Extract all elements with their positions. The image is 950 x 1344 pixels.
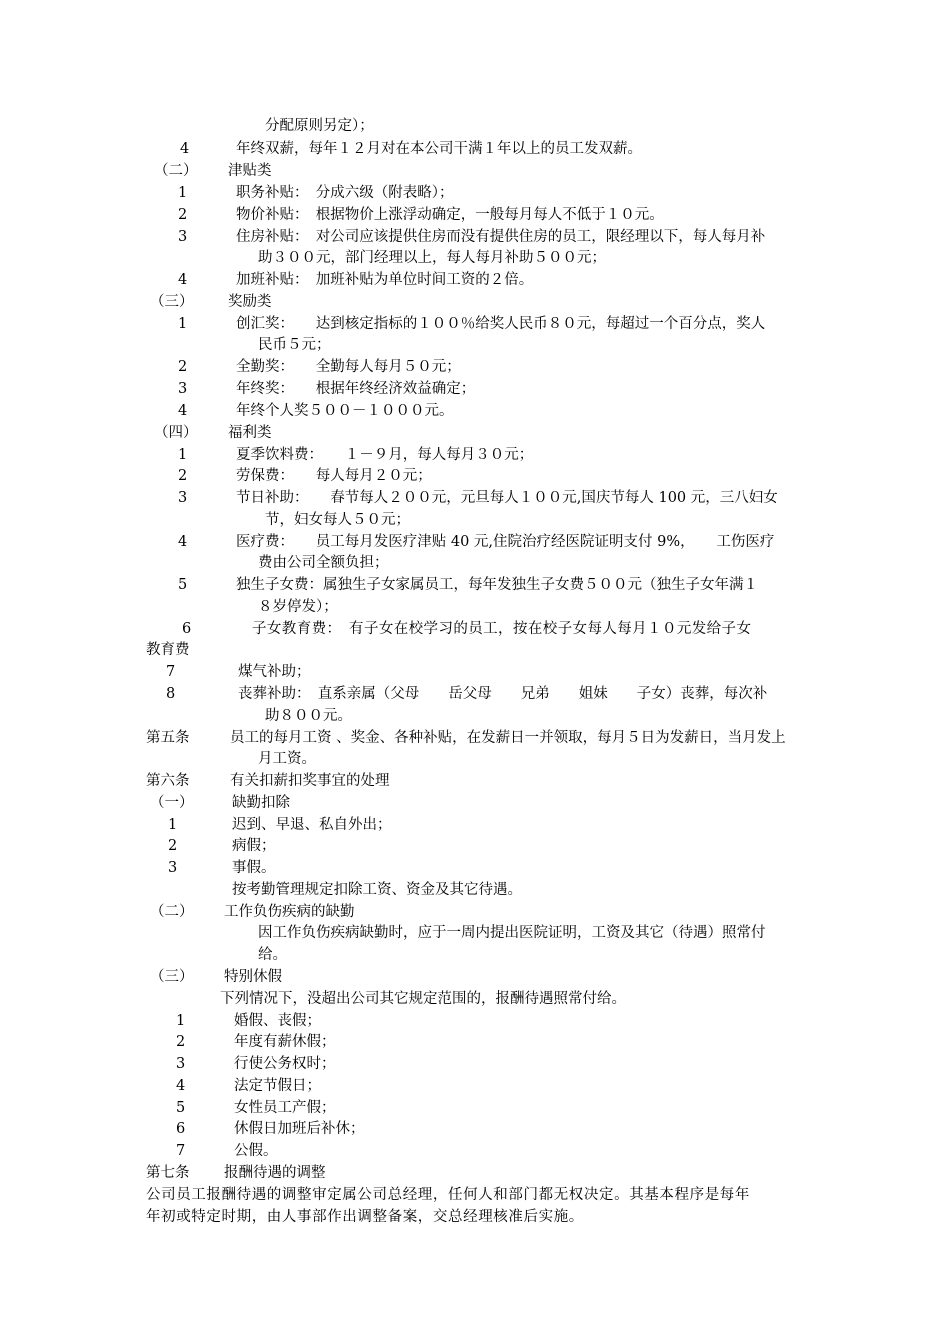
line-text: 助８００元。 (265, 708, 352, 724)
line-text: 休假日加班后补休； (234, 1121, 365, 1137)
line-text: 民币５元； (258, 337, 331, 353)
line-text: 加班补贴： 加班补贴为单位时间工资的２倍。 (236, 272, 534, 288)
line-text: 员工的每月工资 、奖金、各种补贴，在发薪日一并领取，每月５日为发薪日，当月发上 (230, 730, 786, 746)
line-text: 婚假、丧假； (234, 1013, 321, 1029)
section-title: 津贴类 (228, 163, 272, 179)
line-text: 分配原则另定）； (265, 118, 374, 134)
section-title: 工作负伤疾病的缺勤 (224, 904, 355, 920)
line-text: 年初或特定时期，由人事部作出调整备案，交总经理核准后实施。 (146, 1209, 584, 1225)
line-text: 年度有薪休假； (234, 1034, 336, 1050)
line-text: 行使公务权时； (234, 1056, 336, 1072)
item-number: 4 (178, 272, 188, 288)
item-number: 3 (176, 1056, 186, 1072)
section-number: （三） (150, 969, 194, 985)
item-number: 3 (178, 381, 188, 397)
section-title: 福利类 (228, 425, 272, 441)
line-text: 子女教育费： 有子女在校学习的员工，按在校子女每人每月１０元发给子女 (252, 621, 752, 637)
item-number: 4 (176, 1078, 186, 1094)
line-text: 煤气补助； (238, 664, 311, 680)
section-number: （二） (154, 163, 198, 179)
line-text: 女性员工产假； (234, 1100, 336, 1116)
item-number: 6 (176, 1121, 186, 1137)
item-number: 1 (168, 817, 178, 833)
item-number: 4 (180, 141, 190, 157)
item-number: 1 (178, 447, 188, 463)
item-number: 6 (182, 621, 192, 637)
section-number: （一） (150, 795, 194, 811)
line-text: 病假； (232, 838, 276, 854)
line-text: 职务补贴： 分成六级（附表略）； (236, 185, 454, 201)
item-number: 5 (178, 577, 188, 593)
item-number: 2 (176, 1034, 186, 1050)
article-number: 第七条 (146, 1165, 190, 1181)
section-number: （四） (154, 425, 198, 441)
line-text: 独生子女费：属独生子女家属员工，每年发独生子女费５００元（独生子女年满１ (236, 577, 758, 593)
item-number: 4 (178, 403, 188, 419)
section-title: 缺勤扣除 (232, 795, 290, 811)
line-text: 月工资。 (258, 751, 316, 767)
line-text: 节日补助： 春节每人２００元，元旦每人１００元,国庆节每人 100 元，三八妇女 (236, 490, 778, 506)
section-number: （三） (150, 294, 194, 310)
line-text: 全勤奖： 全勤每人每月５０元； (236, 359, 461, 375)
line-text: 教育费 (146, 642, 190, 658)
section-number: （二） (150, 904, 194, 920)
line-text: 医疗费： 员工每月发医疗津贴 40 元,住院治疗经医院证明支付 9%， 工伤医疗 (236, 534, 775, 550)
line-text: 费由公司全额负担； (258, 555, 389, 571)
item-number: 8 (166, 686, 176, 702)
line-text: 给。 (258, 947, 287, 963)
item-number: 3 (168, 860, 178, 876)
line-text: 年终个人奖５００－１０００元。 (236, 403, 454, 419)
line-text: 公司员工报酬待遇的调整审定属公司总经理，任何人和部门都无权决定。其基本程序是每年 (146, 1187, 750, 1203)
article-number: 第六条 (146, 773, 190, 789)
item-number: 5 (176, 1100, 186, 1116)
line-text: 年终奖： 根据年终经济效益确定； (236, 381, 476, 397)
article-title: 有关扣薪扣奖事宜的处理 (230, 773, 390, 789)
line-text: 创汇奖： 达到核定指标的１００％给奖人民币８０元，每超过一个百分点，奖人 (236, 316, 766, 332)
line-text: 夏季饮料费： １－９月，每人每月３０元； (236, 447, 534, 463)
article-title: 报酬待遇的调整 (224, 1165, 326, 1181)
line-text: 按考勤管理规定扣除工资、资金及其它待遇。 (232, 882, 522, 898)
item-number: 1 (176, 1013, 186, 1029)
line-text: 下列情况下，没超出公司其它规定范围的，报酬待遇照常付给。 (220, 991, 626, 1007)
item-number: 7 (166, 664, 176, 680)
line-text: 公假。 (234, 1143, 278, 1159)
line-text: 迟到、早退、私自外出； (232, 817, 392, 833)
line-text: 事假。 (232, 860, 276, 876)
item-number: 7 (176, 1143, 186, 1159)
item-number: 3 (178, 490, 188, 506)
line-text: 年终双薪，每年１２月对在本公司干满１年以上的员工发双薪。 (236, 141, 642, 157)
line-text: ８岁停发）； (258, 599, 338, 615)
line-text: 因工作负伤疾病缺勤时，应于一周内提出医院证明，工资及其它（待遇）照常付 (258, 925, 766, 941)
section-title: 奖励类 (228, 294, 272, 310)
line-text: 助３００元，部门经理以上，每人每月补助５００元； (258, 250, 606, 266)
line-text: 节，妇女每人５０元； (265, 512, 410, 528)
line-text: 丧葬补助： 直系亲属（父母 岳父母 兄弟 姐妹 子女）丧葬，每次补 (238, 686, 768, 702)
item-number: 2 (178, 359, 188, 375)
section-title: 特别休假 (224, 969, 282, 985)
article-number: 第五条 (146, 730, 190, 746)
item-number: 1 (178, 316, 188, 332)
item-number: 3 (178, 229, 188, 245)
line-text: 物价补贴： 根据物价上涨浮动确定，一般每月每人不低于１０元。 (236, 207, 664, 223)
item-number: 4 (178, 534, 188, 550)
line-text: 法定节假日； (234, 1078, 321, 1094)
item-number: 2 (168, 838, 178, 854)
item-number: 2 (178, 468, 188, 484)
line-text: 劳保费： 每人每月２０元； (236, 468, 432, 484)
line-text: 住房补贴： 对公司应该提供住房而没有提供住房的员工，限经理以下，每人每月补 (236, 229, 766, 245)
item-number: 2 (178, 207, 188, 223)
item-number: 1 (178, 185, 188, 201)
